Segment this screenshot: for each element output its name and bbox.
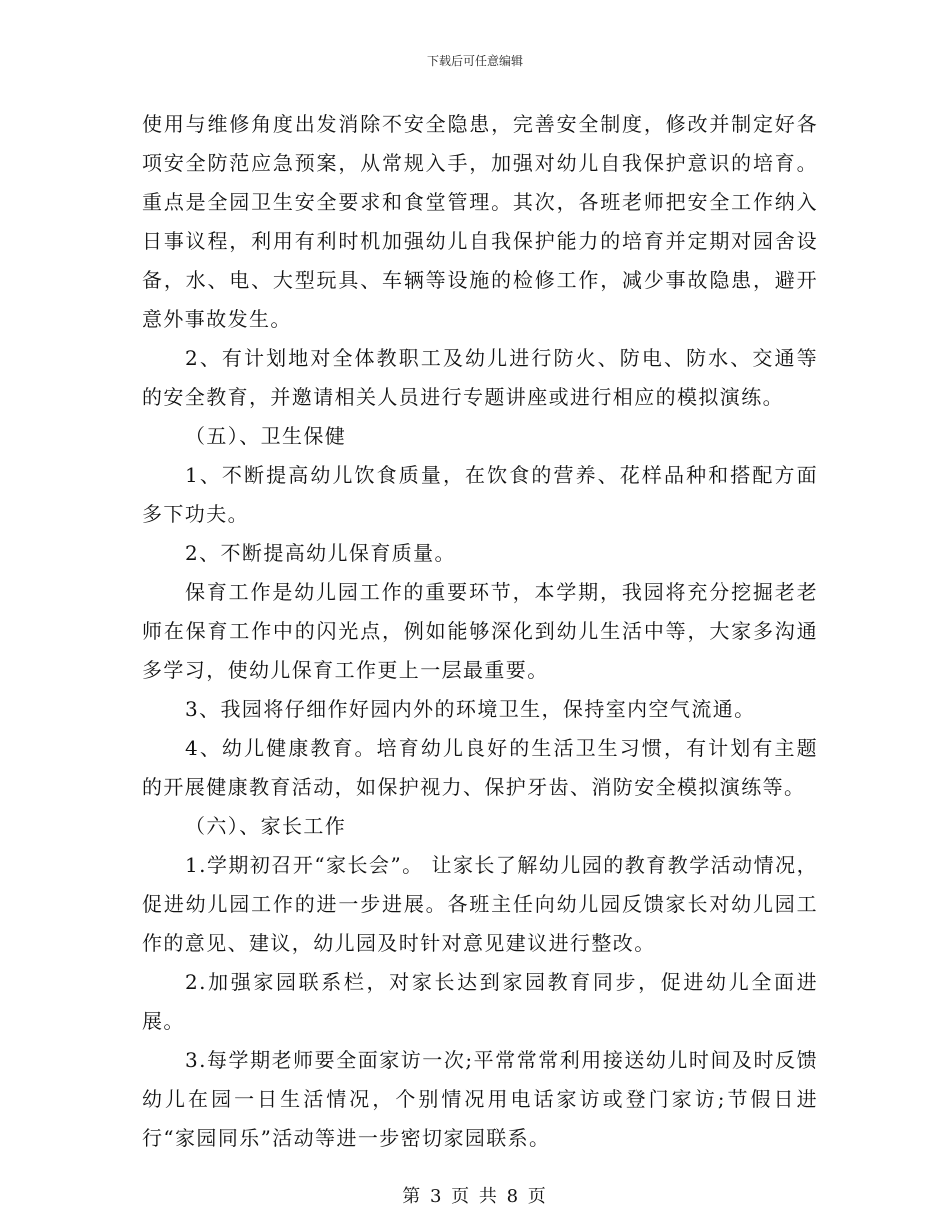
paragraph-care-work: 保育工作是幼儿园工作的重要环节，本学期，我园将充分挖掘老老师在保育工作中的闪光点，例如能够深化到幼儿生活中等，大家多沟通多学习，使幼儿保育工作更上一层最重要。 bbox=[142, 580, 818, 682]
section-heading-parents: （六）、家长工作 bbox=[185, 814, 347, 838]
paragraph-environment: 3、我园将仔细作好园内外的环境卫生，保持室内空气流通。 bbox=[185, 697, 756, 721]
section-heading-health: （五）、卫生保健 bbox=[185, 424, 347, 448]
paragraph-contact-board: 2.加强家园联系栏，对家长达到家园教育同步，促进幼儿全面进展。 bbox=[142, 970, 818, 1033]
page-header: 下载后可任意编辑 bbox=[426, 54, 523, 68]
paragraph-safety-measures: 使用与维修角度出发消除不安全隐患，完善安全制度，修改并制定好各项安全防范应急预案，从常规入手，加强对幼儿自我保护意识的培育。重点是全园卫生安全要求和食堂管理。其次，各班老师把安全工作纳入日事议程，利用有利时机加强幼儿自我保护能力的培育并定期对园舍设备，水、电、大型玩具、车辆等设施的检修工作，减少事故隐患，避开意外事故发生。 bbox=[142, 112, 818, 331]
paragraph-home-visits: 3.每学期老师要全面家访一次;平常常常利用接送幼儿时间及时反馈幼儿在园一日生活情况，个别情况用电话家访或登门家访;节假日进行“家园同乐”活动等进一步密切家园联系。 bbox=[142, 1048, 818, 1150]
paragraph-diet-quality: 1、不断提高幼儿饮食质量，在饮食的营养、花样品种和搭配方面多下功夫。 bbox=[142, 463, 818, 526]
page-number: 第 3 页 共 8 页 bbox=[402, 1186, 548, 1207]
paragraph-health-education: 4、幼儿健康教育。培育幼儿良好的生活卫生习惯，有计划有主题的开展健康教育活动，如保护视力、保护牙齿、消防安全模拟演练等。 bbox=[142, 736, 818, 799]
paragraph-parent-meeting: 1.学期初召开“家长会”。 让家长了解幼儿园的教育教学活动情况，促进幼儿园工作的进一步进展。各班主任向幼儿园反馈家长对幼儿园工作的意见、建议，幼儿园及时针对意见建议进行整改。 bbox=[142, 853, 818, 955]
document-body bbox=[142, 105, 818, 1158]
paragraph-care-quality: 2、不断提高幼儿保育质量。 bbox=[185, 541, 456, 565]
paragraph-safety-education: 2、有计划地对全体教职工及幼儿进行防火、防电、防水、交通等的安全教育，并邀请相关人员进行专题讲座或进行相应的模拟演练。 bbox=[142, 346, 818, 409]
